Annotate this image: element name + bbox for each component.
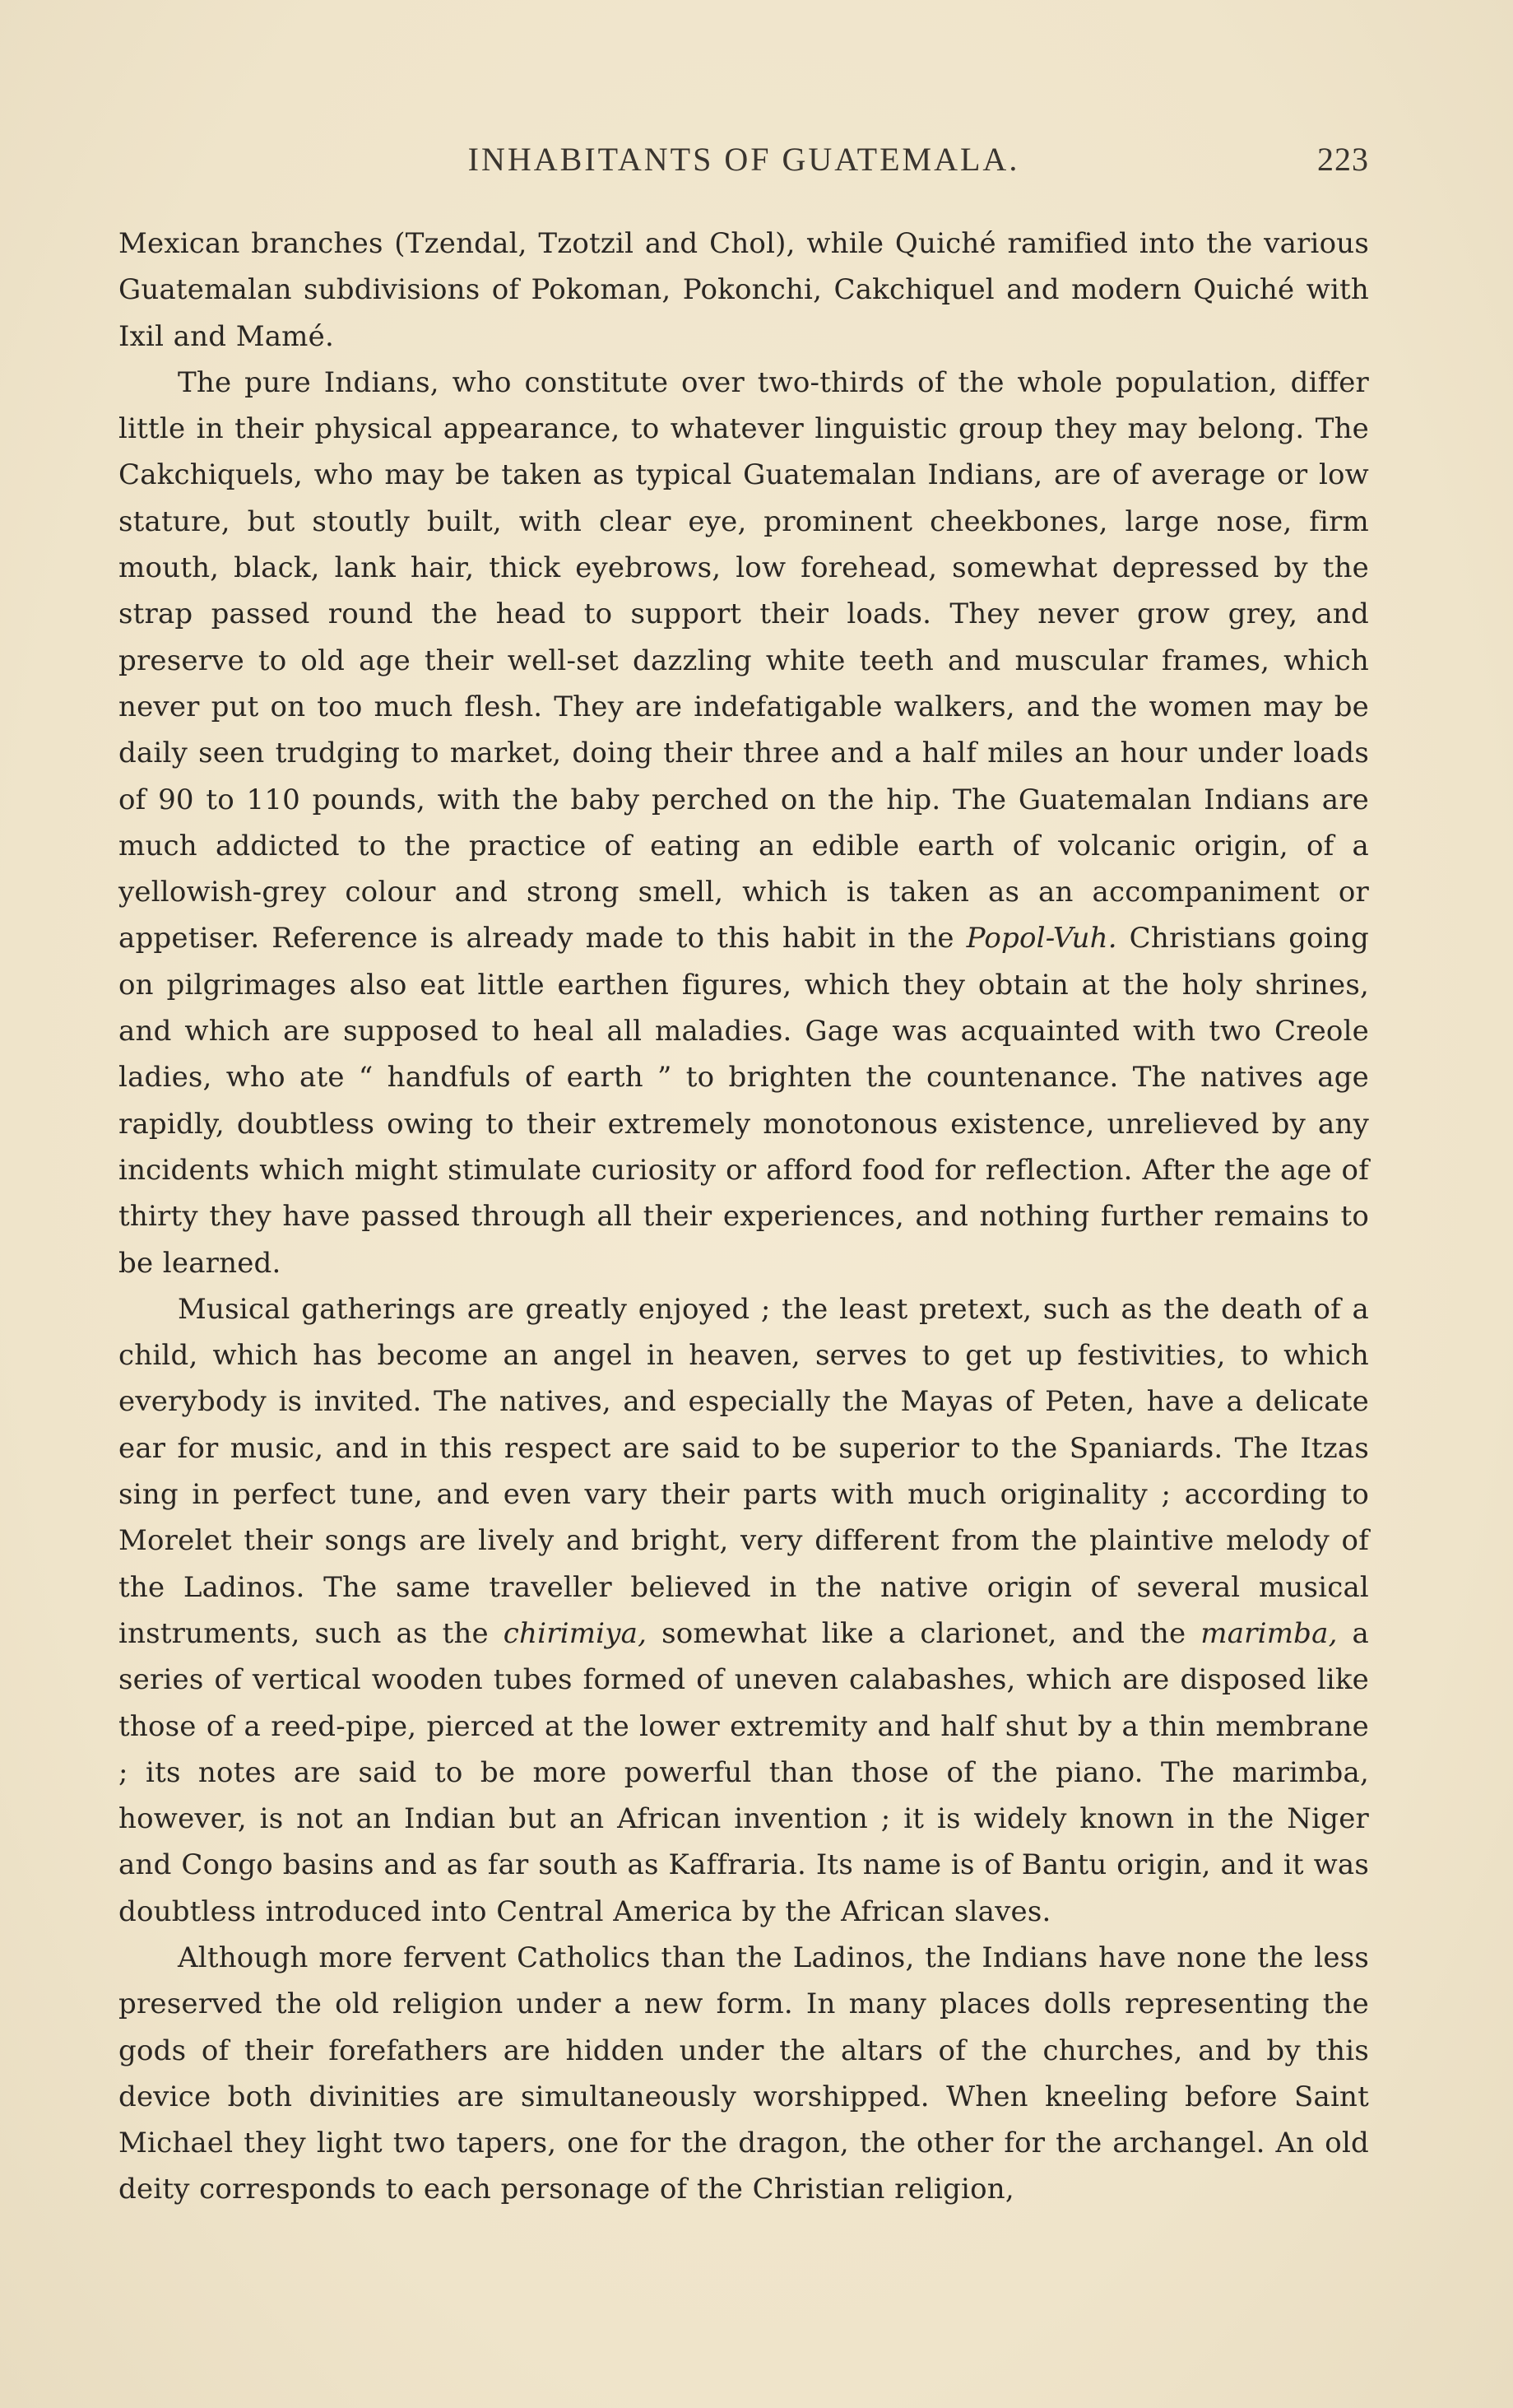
italic-term: Popol-Vuh. (966, 922, 1117, 955)
text-run: Mexican branches (Tzendal, Tzotzil and Chol), while Quiché ramified into the various Guatemalan subdivisions of Pokoman, Pokonchi, Cakchiquel and modern Quiché with Ixil and Mamé. (118, 227, 1369, 353)
running-title: INHABITANTS OF GUATEMALA. (467, 141, 1020, 178)
italic-term: chirimiya, (503, 1616, 647, 1650)
text-run: Musical gatherings are greatly enjoyed ; the least pretext, such as the death of a child, which has become an angel in heaven, serves to get up festivities, to which everybody is invited. The natives, and especially the Mayas of Peten, have a delicate ear for music, and in this respect are said to be superior to the Spaniards. The Itzas sing in perfect tune, and even vary their parts with much originality ; according to Morelet their songs are lively and bright, very different from the plaintive melody of the Ladinos. The same traveller believed in the native origin of several musical instruments, such as the (118, 1292, 1369, 1650)
paragraph (118, 1286, 1369, 1935)
text-run: Although more fervent Catholics than the Ladinos, the Indians have none the less preserved the old religion under a new form. In many places dolls representing the gods of their forefathers are hidden under the altars of the churches, and by this device both divinities are simultaneously worshipped. When kneeling before Saint Michael they light two tapers, one for the dragon, the other for the archangel. An old deity corresponds to each personage of the Christian religion, (118, 1941, 1369, 2206)
italic-term: marimba, (1200, 1616, 1338, 1650)
text-run: The pure Indians, who constitute over two-thirds of the whole population, differ little in their physical appearance, to whatever linguistic group they may belong. The Cakchiquels, who may be taken as typical Guatemalan Indians, are of average or low stature, but stoutly built, with clear eye, prominent cheekbones, large nose, firm mouth, black, lank hair, thick eyebrows, low forehead, somewhat depressed by the strap passed round the head to support their loads. They never grow grey, and preserve to old age their well-set dazzling white teeth and muscular frames, which never put on too much flesh. They are indefatigable walkers, and the women may be daily seen trudging to market, doing their three and a half miles an hour under loads of 90 to 110 pounds, with the baby perched on the hip. The Guatemalan Indians are much addicted to the practice of eating an edible earth of volcanic origin, of a yellowish-grey colour and strong smell, which is taken as an accompaniment or appetiser. Reference is already made to this habit in the (118, 365, 1369, 955)
text-run: a series of vertical wooden tubes formed of uneven calabashes, which are disposed like those of a reed-pipe, pierced at the lower extremity and half shut by a thin membrane ; its notes are said to be more powerful than those of the piano. The marimba, however, is not an Indian but an African invention ; it is widely known in the Niger and Congo basins and as far south as Kaffraria. Its name is of Bantu origin, and it was doubtless introduced into Central America by the African slaves. (118, 1616, 1369, 1928)
paragraph (118, 1935, 1369, 2213)
body-text (118, 221, 1369, 2213)
text-run: somewhat like a clarionet, and the (647, 1616, 1201, 1650)
text-run: Christians going on pilgrimages also eat little earthen figures, which they obtain at the holy shrines, and which are supposed to heal all maladies. Gage was acquainted with two Creole ladies, who ate “ handfuls of earth ” to brighten the countenance. The natives age rapidly, doubtless owing to their extremely monotonous existence, unrelieved by any incidents which might stimulate curiosity or afford food for reflection. After the age of thirty they have passed through all their experiences, and nothing further remains to be learned. (118, 922, 1369, 1280)
paragraph (118, 360, 1369, 1286)
running-head (118, 140, 1369, 189)
paragraph (118, 221, 1369, 360)
page-number: 223 (1317, 141, 1369, 178)
